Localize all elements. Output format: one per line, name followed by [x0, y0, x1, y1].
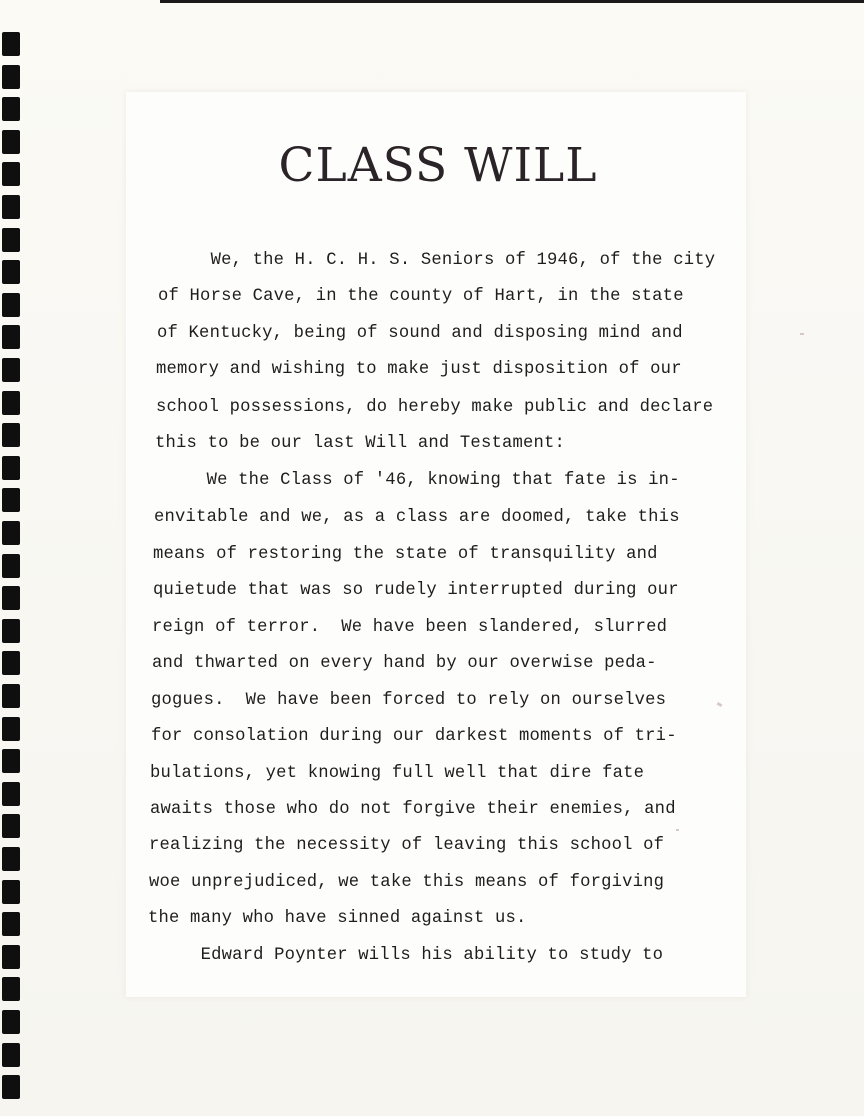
text-line: of Horse Cave, in the county of Hart, in the state [158, 287, 684, 306]
binding-hole [2, 521, 20, 545]
binding-hole [2, 195, 20, 219]
text-line: woe unprejudiced, we take this means of forgiving [149, 873, 665, 892]
binding-hole [2, 456, 20, 480]
binding-hole [2, 684, 20, 708]
binding-hole [2, 717, 20, 741]
binding-hole [2, 488, 20, 512]
binding-hole [2, 423, 20, 447]
text-line: gogues. We have been forced to rely on ourselves [151, 691, 667, 710]
paper-speck [800, 333, 804, 335]
text-line: envitable and we, as a class are doomed, take this [154, 508, 680, 527]
binding-hole [2, 749, 20, 773]
binding-hole [2, 977, 20, 1001]
text-line: this to be our last Will and Testament: [155, 434, 566, 453]
text-line: We the Class of '46, knowing that fate is in- [154, 471, 680, 490]
text-line: memory and wishing to make just disposition of our [156, 360, 682, 379]
text-line: for consolation during our darkest moments of tri- [151, 727, 677, 746]
page-title: CLASS WILL [278, 138, 598, 193]
binding-hole [2, 293, 20, 317]
binding-hole [2, 65, 20, 89]
binding-hole [2, 912, 20, 936]
binding-hole [2, 260, 20, 284]
page-top-edge [160, 0, 864, 3]
binding-hole [2, 554, 20, 578]
paper-speck [676, 829, 679, 831]
binding-hole [2, 1075, 20, 1099]
binding-hole [2, 847, 20, 871]
binding-hole [2, 391, 20, 415]
binding-hole [2, 945, 20, 969]
binding-hole [2, 586, 20, 610]
text-line: the many who have sinned against us. [148, 909, 527, 928]
binding-hole [2, 880, 20, 904]
text-line: school possessions, do hereby make public and declare [156, 398, 714, 417]
binding-hole [2, 814, 20, 838]
binding-hole [2, 228, 20, 252]
text-line: awaits those who do not forgive their enemies, and [150, 800, 676, 819]
text-line: quietude that was so rudely interrupted during our [153, 581, 679, 600]
text-line: bulations, yet knowing full well that dire fate [150, 764, 645, 783]
binding-hole [2, 651, 20, 675]
text-line: reign of terror. We have been slandered, slurred [152, 618, 668, 637]
text-line: We, the H. C. H. S. Seniors of 1946, of the city [158, 251, 716, 270]
binding-hole [2, 1043, 20, 1067]
binding-hole [2, 325, 20, 349]
text-line: and thwarted on every hand by our overwise peda- [152, 654, 657, 673]
binding-hole [2, 97, 20, 121]
binding-hole [2, 619, 20, 643]
binding-hole [2, 358, 20, 382]
binding-hole [2, 782, 20, 806]
binding-hole [2, 32, 20, 56]
text-line: Edward Poynter wills his ability to study to [148, 946, 664, 965]
text-line: realizing the necessity of leaving this school of [149, 836, 665, 855]
text-line: of Kentucky, being of sound and disposing mind and [157, 324, 683, 343]
text-line: means of restoring the state of transquility and [153, 545, 658, 564]
binding-hole [2, 1010, 20, 1034]
